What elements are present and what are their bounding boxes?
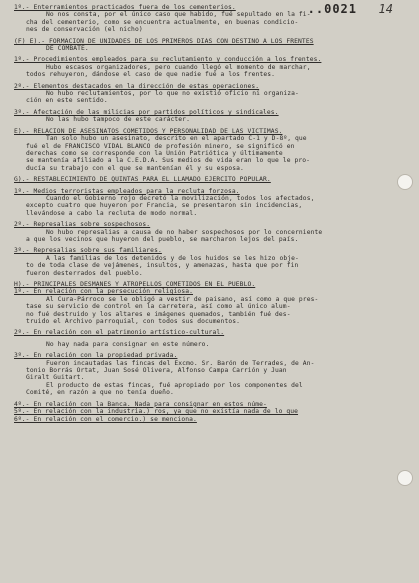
text-line: No hay nada para consignar en este número. xyxy=(46,340,210,348)
text-line: truido el Archivo parroquial, con todos sus documentos. xyxy=(26,318,241,326)
text-line: Giralt Guitart. xyxy=(26,374,85,382)
text-line: 1º.- En relación con la persecución religiosa. xyxy=(14,288,193,296)
text-line: No hubo represalias a causa de no haber sospechosos por lo concerniente xyxy=(46,228,323,236)
text-line: derechas como se corresponde con la Unión Patriótica y últimamente xyxy=(26,149,283,157)
text-line: Cuando el Gobierno rojo decretó la movilización, todos los afectados, xyxy=(46,194,315,202)
text-line: H).- PRINCIPALES DESMANES Y ATROPELLOS COMETIDOS EN EL PUEBLO. xyxy=(14,281,256,288)
text-line: cha del cementerio, como se encuentra actualmente, en buenas condicio- xyxy=(26,18,299,26)
text-line: ción en este sentido. xyxy=(26,97,108,105)
text-line: A las familias de los detenidos y de los huidos se les hizo obje- xyxy=(46,254,299,262)
text-line: 3º.- En relación con la propiedad privada. xyxy=(14,352,178,360)
text-line: ducía su trabajo con el que se mantenían él y su esposa. xyxy=(26,164,244,172)
text-line: Comité, en razón a que no tenía dueño. xyxy=(26,389,174,397)
text-line: 4º.- En relación con la Banca. Nada para consignar en estos núme- xyxy=(14,400,267,408)
text-line: 6º.- En relación con el comercio.) se menciona. xyxy=(14,415,197,423)
text-line: 1º.- Medios terroristas empleados para la recluta forzosa. xyxy=(14,187,240,195)
text-line: tonio Borrás Ortat, Juan Sosé Olivera, Alfonso Campa Carrión y Juan xyxy=(26,367,287,375)
text-line: se mantenía afiliado a la C.E.D.A. Sus medios de vida eran lo que le pro- xyxy=(26,157,311,165)
text-line: DE COMBATE. xyxy=(46,45,89,53)
handwritten-mark: 14 xyxy=(378,2,393,16)
text-line: No las hubo tampoco de este carácter. xyxy=(46,116,190,124)
text-line: todos rehuyeron, dándose el caso de que nadie fué a los frentes. xyxy=(26,71,276,79)
text-line: a que los vecinos que huyeron del pueblo, se marcharon lejos del país. xyxy=(26,235,299,243)
text-line: El producto de estas fincas, fué apropiado por los componentes del xyxy=(46,381,303,389)
text-line: nes de conservación (el nicho) xyxy=(26,26,143,34)
text-line: no fué destruido y los altares e imágenes quemados, también fué des- xyxy=(26,310,291,318)
text-line: G).- RESTABLECIMIENTO DE QUINTAS PARA EL LLAMADO EJÉRCITO POPULAR. xyxy=(14,176,271,184)
text-line: to de toda clase de vejámenes, insultos, y amenazas, hasta que por fin xyxy=(26,262,299,270)
text-line: Fueron incautadas las fincas del Excmo. Sr. Barón de Terrades, de An- xyxy=(46,359,315,367)
reference-number: ..0021 xyxy=(307,2,357,16)
text-line: fué el de FRANCISCO VIDAL BLANCO de profesión minero, se significó en xyxy=(26,142,295,150)
text-line: E).- RELACIÓN DE ASESINATOS COMETIDOS Y PERSONALIDAD DE LAS VÍCTIMAS. xyxy=(14,127,283,135)
text-line: excepto cuatro que huyeron por Francia, se presentaron sin incidencias, xyxy=(26,202,303,210)
text-line: fueron desterrados del pueblo. xyxy=(26,269,143,277)
text-line: 1º.- Procedimientos empleados para su reclutamiento y conducción a los frentes. xyxy=(14,56,322,64)
text-line: Al Cura-Párroco se le obligó a vestir de paisano, así como a que pres- xyxy=(46,295,319,303)
text-line: No hubo reclutamientos, por lo que no existió oficio ni organiza- xyxy=(46,90,299,98)
text-line: 5º.- En relación con la industria.) ros, ya que no existía nada de lo que xyxy=(14,408,299,416)
punch-hole xyxy=(397,470,413,486)
text-line: 3º.- Represalias sobre sus familiares. xyxy=(14,247,162,255)
text-line: Tan solo hubo un asesinato, descrito en el apartado C-1 y D-8º, que xyxy=(46,135,307,143)
text-line: Hubo escasos organizadores, pero cuando llegó el momento de marchar, xyxy=(46,63,311,71)
text-line: No nos consta, por el único caso que habido, fué sepultado en la fi- xyxy=(46,11,311,19)
document-body xyxy=(14,4,409,423)
text-line: (F) E).- FORMACIÓN DE UNIDADES DE LOS PRIMEROS DÍAS CON DESTINO A LOS FRENTES xyxy=(14,37,314,45)
text-line: 2º.- Elementos destacados en la dirección de estas operaciones. xyxy=(14,82,260,90)
text-line: llevándose a cabo la recluta de modo normal. xyxy=(26,209,198,217)
text-line: 2º.- Represalias sobre sospechosos. xyxy=(14,221,151,229)
text-line: tase su servicio de control en la carretera, así como al único alum- xyxy=(26,303,291,311)
text-line: 1º.- Enterramientos practicados fuera de los cementerios. xyxy=(14,4,236,11)
text-line: 2º.- En relación con el patrimonio artístico-cultural. xyxy=(14,329,225,337)
text-line: 3º.- Afectación de las milicias por partidos políticos y sindicales. xyxy=(14,108,279,116)
